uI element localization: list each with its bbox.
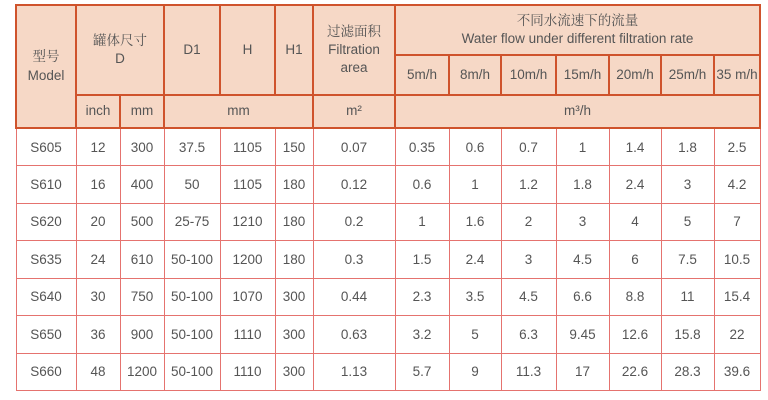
cell-model: S640 [16, 278, 76, 316]
cell-model: S660 [16, 353, 76, 391]
cell-h1: 300 [275, 353, 313, 391]
cell-flow-20mh: 1.4 [609, 128, 661, 166]
cell-filtration-area: 0.63 [313, 316, 395, 354]
col-header-h: H [220, 5, 275, 95]
cell-flow-35mh: 39.6 [714, 353, 760, 391]
unit-mm-merged: mm [164, 95, 313, 128]
col-header-tank-size [76, 5, 164, 95]
cell-h1: 180 [275, 241, 313, 279]
cell-flow-15mh: 1.8 [556, 166, 609, 204]
water-flow-header-en: Water flow under different filtration rate [461, 31, 694, 46]
col-header-model [16, 5, 76, 128]
cell-h: 1200 [220, 241, 275, 279]
cell-h1: 180 [275, 203, 313, 241]
cell-h1: 300 [275, 316, 313, 354]
col-header-rate-25: 25m/h [661, 55, 714, 95]
col-header-d1: D1 [164, 5, 220, 95]
cell-d1: 50-100 [164, 316, 220, 354]
cell-filtration-area: 1.13 [313, 353, 395, 391]
cell-flow-15mh: 4.5 [556, 241, 609, 279]
table-row [16, 278, 760, 316]
cell-flow-8mh: 3.5 [449, 278, 501, 316]
cell-filtration-area: 0.44 [313, 278, 395, 316]
cell-flow-35mh: 22 [714, 316, 760, 354]
cell-flow-8mh: 9 [449, 353, 501, 391]
cell-diameter-inch: 12 [76, 128, 120, 166]
cell-filtration-area: 0.2 [313, 203, 395, 241]
cell-h1: 150 [275, 128, 313, 166]
cell-flow-15mh: 17 [556, 353, 609, 391]
cell-d1: 25-75 [164, 203, 220, 241]
cell-h1: 300 [275, 278, 313, 316]
filtration-header-zh: 过滤面积 [327, 23, 381, 39]
table-row [16, 166, 760, 204]
unit-cubic-meters-per-hour: m³/h [395, 95, 760, 128]
cell-flow-8mh: 0.6 [449, 128, 501, 166]
cell-flow-5mh: 1.5 [395, 241, 449, 279]
model-header-zh: 型号 [32, 49, 60, 65]
water-flow-header-zh: 不同水流速下的流量 [516, 12, 639, 28]
cell-diameter-inch: 36 [76, 316, 120, 354]
cell-diameter-mm: 750 [120, 278, 164, 316]
cell-flow-10mh: 3 [501, 241, 556, 279]
col-header-rate-15: 15m/h [556, 55, 609, 95]
cell-flow-5mh: 1 [395, 203, 449, 241]
cell-diameter-inch: 30 [76, 278, 120, 316]
cell-h: 1210 [220, 203, 275, 241]
col-header-rate-8: 8m/h [449, 55, 501, 95]
cell-model: S635 [16, 241, 76, 279]
cell-flow-10mh: 0.7 [501, 128, 556, 166]
col-header-rate-5: 5m/h [395, 55, 449, 95]
cell-d1: 37.5 [164, 128, 220, 166]
cell-flow-25mh: 28.3 [661, 353, 714, 391]
cell-d1: 50-100 [164, 353, 220, 391]
unit-mm: mm [120, 95, 164, 128]
cell-flow-25mh: 1.8 [661, 128, 714, 166]
cell-flow-8mh: 1.6 [449, 203, 501, 241]
unit-square-meters: m² [313, 95, 395, 128]
col-header-rate-20: 20m/h [609, 55, 661, 95]
table-row [16, 241, 760, 279]
cell-flow-8mh: 1 [449, 166, 501, 204]
cell-filtration-area: 0.07 [313, 128, 395, 166]
cell-flow-5mh: 2.3 [395, 278, 449, 316]
cell-flow-5mh: 0.6 [395, 166, 449, 204]
cell-flow-25mh: 7.5 [661, 241, 714, 279]
cell-flow-5mh: 3.2 [395, 316, 449, 354]
cell-filtration-area: 0.3 [313, 241, 395, 279]
tank-size-header-letter: D [115, 51, 125, 66]
cell-flow-20mh: 8.8 [609, 278, 661, 316]
cell-diameter-mm: 610 [120, 241, 164, 279]
cell-h: 1105 [220, 128, 275, 166]
cell-h1: 180 [275, 166, 313, 204]
spec-table [15, 4, 761, 391]
cell-model: S610 [16, 166, 76, 204]
col-header-water-flow [395, 5, 760, 55]
cell-flow-8mh: 5 [449, 316, 501, 354]
cell-diameter-mm: 1200 [120, 353, 164, 391]
cell-diameter-inch: 48 [76, 353, 120, 391]
cell-diameter-mm: 900 [120, 316, 164, 354]
col-header-h1: H1 [275, 5, 313, 95]
cell-diameter-inch: 24 [76, 241, 120, 279]
cell-h: 1110 [220, 353, 275, 391]
cell-flow-25mh: 3 [661, 166, 714, 204]
cell-flow-35mh: 4.2 [714, 166, 760, 204]
unit-inch: inch [76, 95, 120, 128]
cell-flow-20mh: 22.6 [609, 353, 661, 391]
model-header-en: Model [27, 67, 65, 83]
cell-flow-10mh: 1.2 [501, 166, 556, 204]
cell-d1: 50-100 [164, 278, 220, 316]
cell-flow-35mh: 7 [714, 203, 760, 241]
cell-flow-15mh: 3 [556, 203, 609, 241]
cell-flow-15mh: 1 [556, 128, 609, 166]
cell-flow-10mh: 4.5 [501, 278, 556, 316]
col-header-filtration-area [313, 5, 395, 95]
cell-h: 1110 [220, 316, 275, 354]
cell-d1: 50 [164, 166, 220, 204]
cell-flow-8mh: 2.4 [449, 241, 501, 279]
cell-diameter-mm: 400 [120, 166, 164, 204]
cell-flow-5mh: 0.35 [395, 128, 449, 166]
cell-flow-20mh: 6 [609, 241, 661, 279]
table-body [16, 128, 760, 391]
tank-size-header-zh: 罐体尺寸 [93, 32, 147, 48]
cell-flow-25mh: 15.8 [661, 316, 714, 354]
cell-diameter-mm: 500 [120, 203, 164, 241]
cell-h: 1070 [220, 278, 275, 316]
cell-flow-5mh: 5.7 [395, 353, 449, 391]
cell-model: S650 [16, 316, 76, 354]
cell-flow-20mh: 12.6 [609, 316, 661, 354]
cell-filtration-area: 0.12 [313, 166, 395, 204]
filtration-header-en2: area [340, 60, 368, 76]
cell-diameter-inch: 20 [76, 203, 120, 241]
cell-flow-35mh: 10.5 [714, 241, 760, 279]
cell-flow-25mh: 5 [661, 203, 714, 241]
cell-diameter-inch: 16 [76, 166, 120, 204]
cell-model: S620 [16, 203, 76, 241]
cell-flow-25mh: 11 [661, 278, 714, 316]
table-row [16, 316, 760, 354]
filtration-header-en1: Filtration [328, 41, 380, 57]
cell-flow-15mh: 9.45 [556, 316, 609, 354]
cell-flow-20mh: 4 [609, 203, 661, 241]
table-row [16, 203, 760, 241]
header-row-titles [16, 5, 760, 55]
cell-flow-15mh: 6.6 [556, 278, 609, 316]
cell-diameter-mm: 300 [120, 128, 164, 166]
table-row [16, 353, 760, 391]
col-header-rate-10: 10m/h [501, 55, 556, 95]
cell-flow-20mh: 2.4 [609, 166, 661, 204]
header-row-units [16, 95, 760, 128]
col-header-rate-35: 35 m/h [714, 55, 760, 95]
cell-h: 1105 [220, 166, 275, 204]
cell-model: S605 [16, 128, 76, 166]
cell-flow-10mh: 2 [501, 203, 556, 241]
cell-flow-10mh: 11.3 [501, 353, 556, 391]
cell-flow-35mh: 2.5 [714, 128, 760, 166]
cell-d1: 50-100 [164, 241, 220, 279]
cell-flow-35mh: 15.4 [714, 278, 760, 316]
table-header [16, 5, 760, 128]
cell-flow-10mh: 6.3 [501, 316, 556, 354]
table-row [16, 128, 760, 166]
